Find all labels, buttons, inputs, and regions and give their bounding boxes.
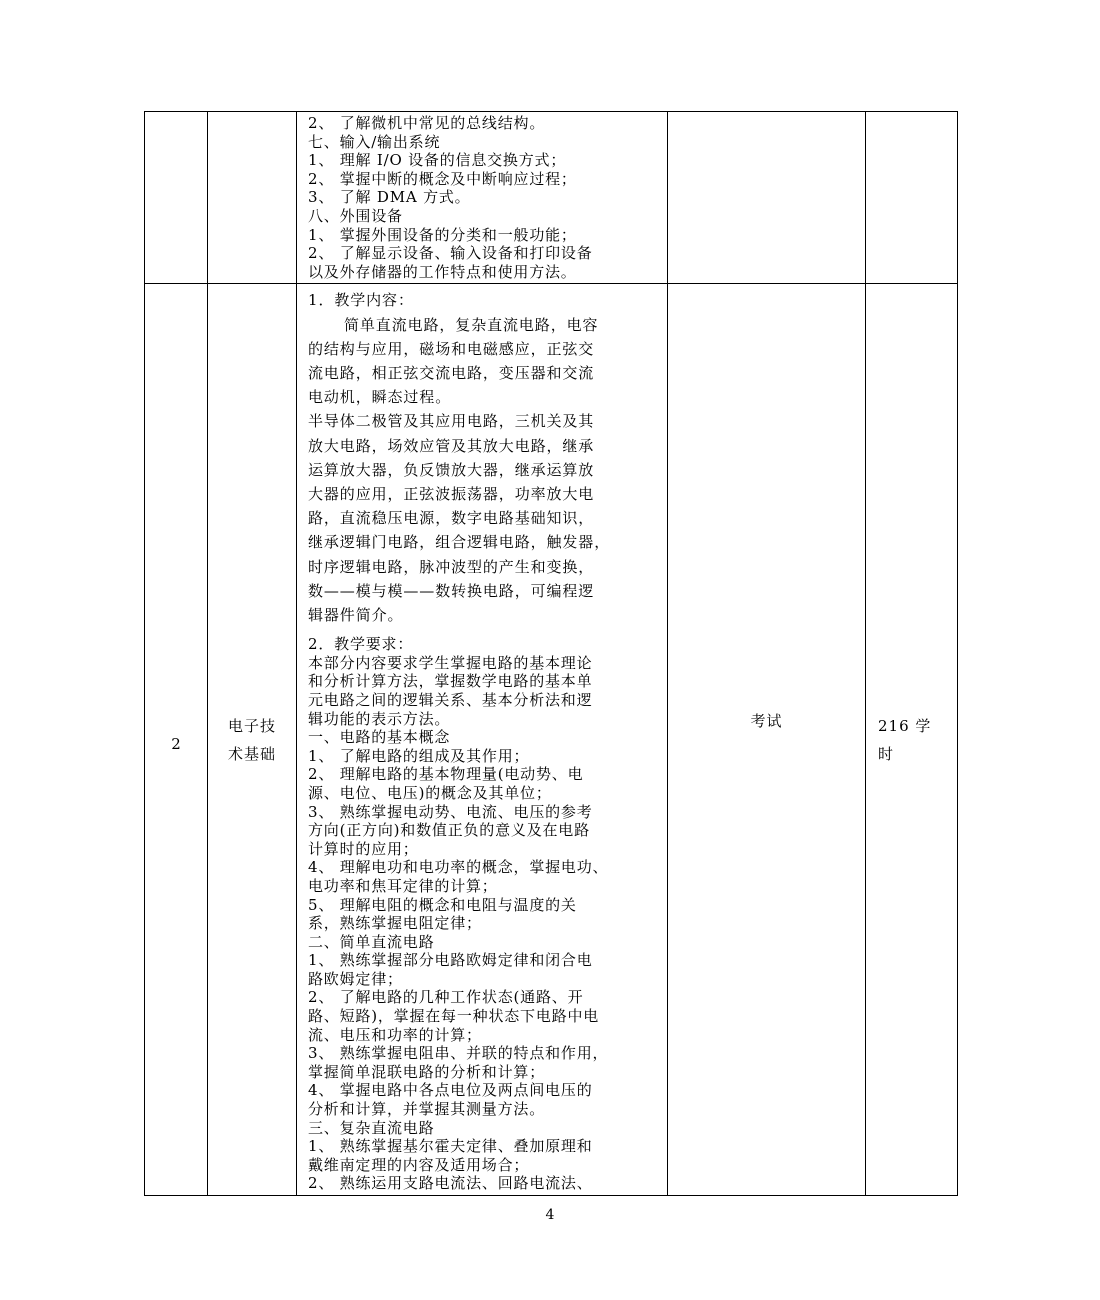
teaching-content-heading: 1．教学内容： (308, 291, 414, 310)
requirement-line: 本部分内容要求学生掌握电路的基本理论 (308, 653, 593, 672)
content-line: 2、 了解微机中常见的总线结构。 (308, 114, 546, 132)
requirement-line: 二、简单直流电路 (308, 932, 435, 951)
content-paragraph-line: 流电路，相正弦交流电路，变压器和交流 (308, 363, 595, 382)
requirement-line: 2、 熟练运用支路电流法、回路电流法、 (308, 1174, 593, 1193)
content-line: 3、 了解 DMA 方式。 (308, 188, 471, 207)
requirement-line: 三、复杂直流电路 (308, 1118, 435, 1137)
content-paragraph-line: 半导体二极管及其应用电路，三机关及其 (308, 412, 595, 431)
requirement-line: 2、 了解电路的几种工作状态(通路、开 (308, 988, 584, 1007)
content-paragraph-line: 数——模与模——数转换电路，可编程逻 (308, 581, 595, 600)
requirement-line: 系，熟练掌握电阻定律； (308, 914, 482, 933)
requirement-line: 分析和计算，并掌握其测量方法。 (308, 1100, 546, 1119)
requirement-line: 路欧姆定律； (308, 969, 403, 988)
requirement-line: 3、 熟练掌握电动势、电流、电压的参考 (308, 802, 593, 821)
requirement-line: 5、 理解电阻的概念和电阻与温度的关 (308, 895, 577, 914)
hours-cell (866, 112, 958, 284)
requirement-line: 1、 熟练掌握基尔霍夫定律、叠加原理和 (308, 1137, 593, 1156)
requirement-line: 辑功能的表示方法。 (308, 709, 451, 728)
requirement-line: 和分析计算方法，掌握数学电路的基本单 (308, 672, 593, 691)
requirement-line: 流、电压和功率的计算； (308, 1025, 482, 1044)
requirement-line: 路、短路)，掌握在每一种状态下电路中电 (308, 1007, 600, 1026)
page-number: 4 (545, 1207, 555, 1223)
requirement-line: 源、电位、电压)的概念及其单位； (308, 783, 552, 802)
course-name-line: 电子技 (227, 716, 276, 735)
requirement-line: 4、 理解电功和电功率的概念，掌握电功、 (308, 858, 609, 877)
content-line: 2、 掌握中断的概念及中断响应过程； (308, 169, 577, 188)
course-name-cell (208, 284, 297, 1196)
content-paragraph-line: 电动机，瞬态过程。 (308, 388, 452, 407)
content-line: 1、 掌握外围设备的分类和一般功能； (308, 225, 577, 244)
requirement-line: 元电路之间的逻辑关系、基本分析法和逻 (308, 690, 593, 709)
content-line: 七、输入/输出系统 (308, 132, 441, 151)
content-paragraph-line: 放大电路，场效应管及其放大电路，继承 (308, 436, 595, 455)
syllabus-table (144, 111, 958, 1196)
content-paragraph-line: 路，直流稳压电源，数字电路基础知识， (308, 509, 595, 528)
course-name-cell (208, 112, 297, 284)
content-line: 以及外存储器的工作特点和使用方法。 (308, 262, 577, 281)
course-content-cell (297, 112, 668, 284)
requirement-line: 电功率和焦耳定律的计算； (308, 876, 498, 895)
content-paragraph-line: 继承逻辑门电路，组合逻辑电路，触发器， (308, 533, 611, 552)
requirement-line: 计算时的应用； (308, 839, 419, 858)
table-row (145, 284, 958, 1196)
content-paragraph-line: 辑器件简介。 (308, 605, 404, 624)
requirement-line: 掌握简单混联电路的分析和计算； (308, 1062, 546, 1081)
hours-line: 时 (878, 744, 895, 763)
assessment-cell (668, 112, 866, 284)
teaching-requirement-heading: 2．教学要求： (308, 635, 414, 654)
content-paragraph-line: 时序逻辑电路，脉冲波型的产生和变换， (308, 557, 595, 576)
content-paragraph-line: 运算放大器，负反馈放大器，继承运算放 (308, 460, 595, 479)
hours-line: 216 学 (878, 716, 932, 735)
content-line: 1、 理解 I/O 设备的信息交换方式； (308, 151, 567, 170)
requirement-line: 3、 熟练掌握电阻串、并联的特点和作用， (308, 1044, 609, 1063)
requirement-line: 4、 掌握电路中各点电位及两点间电压的 (308, 1081, 593, 1100)
content-line: 2、 了解显示设备、输入设备和打印设备 (308, 244, 593, 263)
requirement-line: 2、 理解电路的基本物理量(电动势、电 (308, 765, 584, 784)
content-line: 八、外围设备 (308, 206, 403, 225)
assessment-cell: 考试 (668, 284, 866, 1196)
requirement-line: 方向(正方向)和数值正负的意义及在电路 (308, 821, 590, 840)
content-paragraph-line: 大器的应用，正弦波振荡器，功率放大电 (308, 484, 595, 503)
content-paragraph-line: 简单直流电路，复杂直流电路，电容 (344, 315, 599, 334)
course-number-cell: 2 (145, 284, 208, 1196)
requirement-line: 一、电路的基本概念 (308, 728, 451, 747)
requirement-line: 1、 熟练掌握部分电路欧姆定律和闭合电 (308, 951, 593, 970)
course-content-cell (297, 284, 668, 1196)
course-name-line: 术基础 (227, 744, 276, 763)
course-number-cell (145, 112, 208, 284)
table-row (145, 112, 958, 284)
requirement-line: 1、 了解电路的组成及其作用； (308, 746, 530, 765)
hours-cell (866, 284, 958, 1196)
requirement-line: 戴维南定理的内容及适用场合； (308, 1155, 530, 1174)
content-paragraph-line: 的结构与应用，磁场和电磁感应，正弦交 (308, 339, 595, 358)
